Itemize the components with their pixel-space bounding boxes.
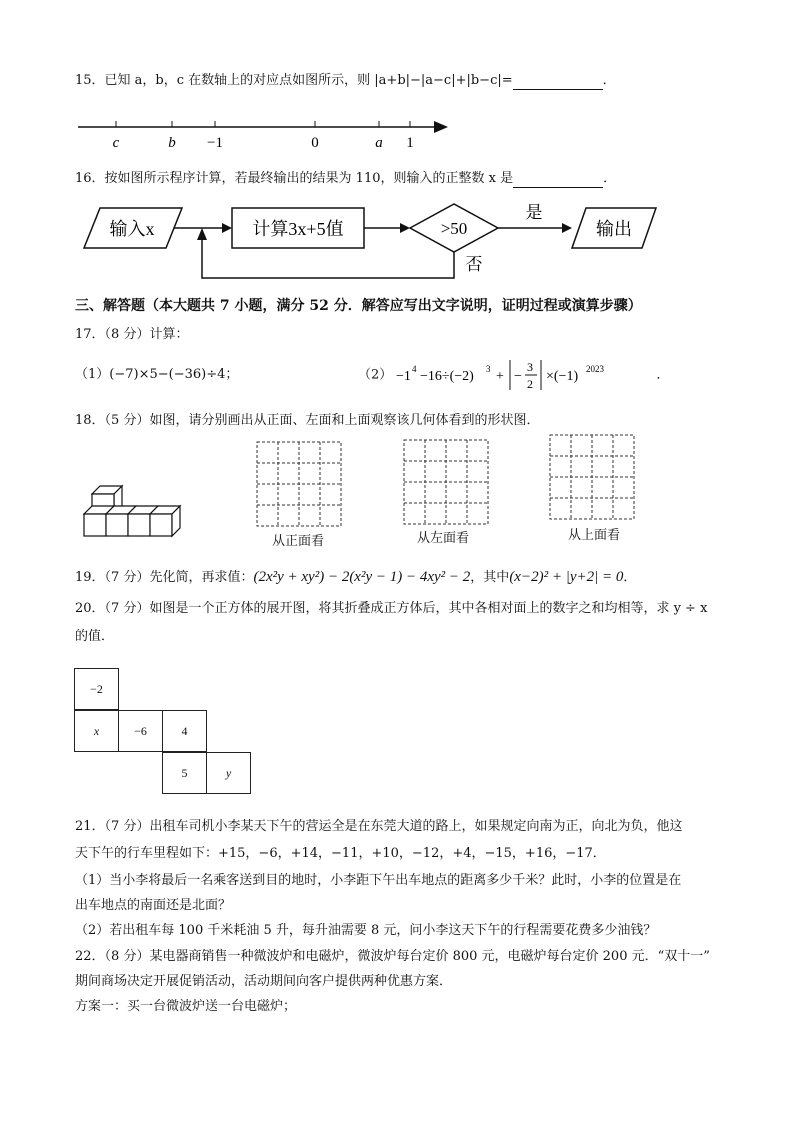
axis-arrow: [434, 121, 448, 133]
q15-stem: 15．已知 a，b，c 在数轴上的对应点如图所示，则 |a+b|−|a−c|+|b−c|=: [75, 73, 513, 88]
caption-front: 从正面看: [272, 534, 325, 549]
q19-expression: (2x²y + xy²) − 2(x²y − 1) − 4xy² − 2: [253, 569, 471, 585]
loop-arrow: [197, 228, 207, 240]
q21-line4: 出车地点的南面还是北面？: [75, 898, 232, 913]
net-cell-5: 5: [162, 752, 207, 794]
label-a: a: [375, 135, 383, 151]
grid-left-view[interactable]: [402, 438, 490, 526]
svg-text:+: +: [496, 369, 505, 384]
q17-part2-expr: [396, 356, 656, 394]
output-label: 输出: [596, 219, 632, 239]
q17-part1: （1）(−7)×5−(−36)÷4；: [75, 367, 239, 382]
caption-top: 从上面看: [568, 528, 621, 543]
label-1: 1: [406, 135, 414, 151]
label-0: 0: [311, 135, 319, 151]
q19-end: ．: [623, 570, 637, 585]
q17-title: 17．（8 分）计算：: [75, 327, 189, 342]
q21-line3: （1）当小李将最后一名乘客送到目的地时，小李距下午出车地点的距离多少千米？此时，小李的位置是在: [75, 873, 682, 888]
q19-text: [75, 568, 636, 587]
svg-text:−: −: [514, 369, 523, 384]
cube-solid-figure: [78, 478, 188, 548]
q21-line2: 天下午的行车里程如下：+15，−6，+14，−11，+10，−12，+4，−15，+16，−17．: [75, 846, 606, 861]
grid-top-view[interactable]: [548, 433, 636, 521]
net-cell-4: 4: [162, 710, 207, 752]
q19-prefix: 19．（7 分）先化简，再求值：: [75, 570, 254, 585]
grid-front-view[interactable]: [255, 440, 343, 528]
q17-part2-end: ．: [656, 367, 670, 383]
q16-end: ．: [603, 171, 617, 186]
q20-line2: 的值．: [75, 629, 115, 644]
q17-part2-prefix: （2）: [358, 367, 393, 383]
svg-text:3: 3: [527, 360, 534, 374]
q22-line1: 22．（8 分）某电器商销售一种微波炉和电磁炉，微波炉每台定价 800 元，电磁炉每台定价 200 元．“双十一”: [75, 949, 710, 964]
q15-answer-blank[interactable]: [513, 75, 603, 90]
q21-line5: （2）若出租车每 100 千米耗油 5 升，每升油需要 8 元，问小李这天下午的行程需要花费多少油钱？: [75, 923, 657, 938]
q15-text: [75, 72, 616, 90]
q22-line2: 期间商场决定开展促销活动，活动期间向客户提供两种优惠方案．: [75, 974, 453, 989]
no-label: 否: [465, 255, 483, 274]
net-cell-1: −2: [74, 668, 119, 710]
svg-text:4: 4: [412, 364, 417, 374]
net-cell-y: y: [206, 752, 251, 794]
net-cell-x: x: [74, 710, 119, 752]
q21-line1: 21．（7 分）出租车司机小李某天下午的营运全是在东莞大道的路上，如果规定向南为正，向北为负，他这: [75, 819, 683, 834]
q15-end: ．: [602, 73, 616, 88]
q16-text: [75, 170, 616, 188]
label-c: c: [112, 135, 120, 151]
section3-heading: 三、解答题（本大题共 7 小题，满分 52 分．解答应写出文字说明，证明过程或演算步骤）: [75, 298, 642, 314]
svg-text:2023: 2023: [586, 364, 605, 374]
calc-label: 计算3x+5值: [252, 219, 344, 239]
q18-text: 18．（5 分）如图，请分别画出从正面、左面和上面观察该几何体看到的形状图．: [75, 413, 540, 428]
svg-text:−1: −1: [396, 369, 412, 384]
input-label: 输入x: [109, 219, 155, 239]
q19-mid: ，其中: [470, 570, 510, 585]
number-line: [70, 112, 460, 154]
svg-text:3: 3: [486, 364, 491, 374]
yes-label: 是: [525, 203, 543, 222]
q16-answer-blank[interactable]: [513, 173, 603, 188]
svg-text:×(−1): ×(−1): [546, 369, 579, 384]
svg-text:2: 2: [527, 377, 534, 391]
net-cell-3: −6: [118, 710, 163, 752]
condition-label: >50: [440, 219, 468, 238]
caption-left: 从左面看: [417, 531, 470, 546]
svg-text:−16÷(−2): −16÷(−2): [420, 369, 475, 384]
q22-line3: 方案一：买一台微波炉送一台电磁炉；: [75, 999, 297, 1014]
q20-line1: 20．（7 分）如图是一个正方体的展开图，将其折叠成正方体后，其中各相对面上的数字之和均相等，求 y ÷ x: [75, 601, 708, 616]
program-flowchart: [70, 196, 670, 286]
q19-condition: (x−2)² + |y+2| = 0: [509, 569, 624, 585]
label-neg1: −1: [207, 135, 223, 151]
q17-part2: [358, 356, 669, 394]
q16-stem: 16．按如图所示程序计算，若最终输出的结果为 110，则输入的正整数 x 是: [75, 171, 514, 186]
label-b: b: [168, 135, 176, 151]
